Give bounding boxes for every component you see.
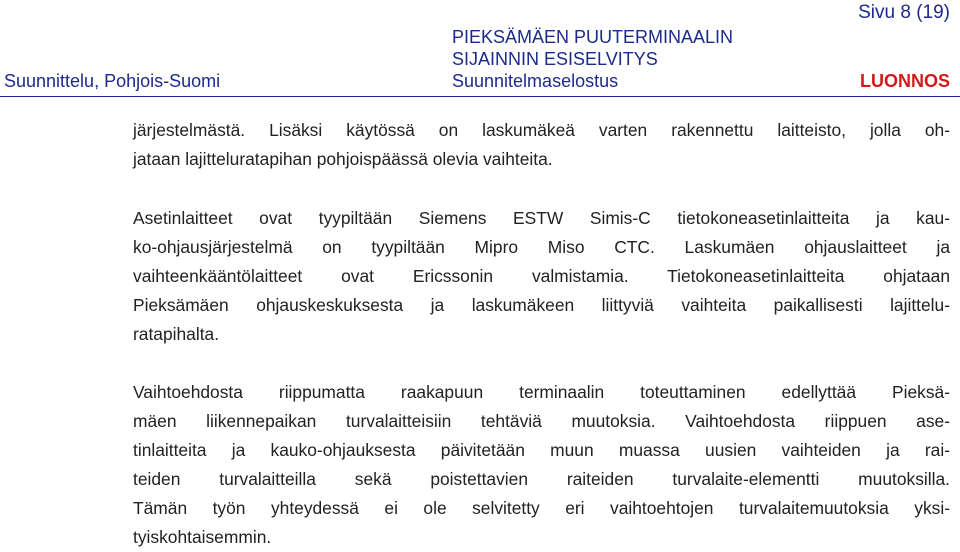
- paragraph-line: ko-ohjausjärjestelmä on tyypiltään Mipro Miso CTC. Laskumäen ohjauslaitteet ja: [133, 237, 950, 257]
- paragraph-2: [133, 204, 950, 349]
- paragraph-3: [133, 378, 950, 552]
- page-number: Sivu 8 (19): [858, 2, 950, 23]
- paragraph-line: Vaihtoehdosta riippumatta raakapuun terminaalin toteuttaminen edellyttää Pieksä-: [133, 382, 950, 402]
- draft-status-label: LUONNOS: [860, 71, 950, 91]
- paragraph-line: teiden turvalaitteilla sekä poistettavien raiteiden turvalaite-elementti muutoksilla.: [133, 469, 950, 489]
- paragraph-line: tinlaitteita ja kauko-ohjauksesta päivitetään muun muassa uusien vaihteiden ja rai-: [133, 440, 950, 460]
- paragraph-line: järjestelmästä. Lisäksi käytössä on laskumäkeä varten rakennettu laitteisto, jolla oh-: [133, 120, 950, 140]
- header-department: Suunnittelu, Pohjois-Suomi: [4, 71, 221, 91]
- header-title-line-1: PIEKSÄMÄEN PUUTERMINAALIN: [452, 27, 734, 47]
- paragraph-line: mäen liikennepaikan turvalaitteisiin tehtäviä muutoksia. Vaihtoehdosta riippuen ase-: [133, 411, 950, 431]
- header-title-line-3: Suunnitelmaselostus: [452, 71, 619, 91]
- header-title-line-2: SIJAINNIN ESISELVITYS: [452, 49, 658, 69]
- paragraph-line: jataan lajitteluratapihan pohjoispäässä olevia vaihteita.: [133, 149, 553, 169]
- paragraph-1: [133, 116, 950, 174]
- header-document-title: [452, 26, 733, 92]
- paragraph-line: ratapihalta.: [133, 324, 220, 344]
- paragraph-line: Asetinlaitteet ovat tyypiltään Siemens ESTW Simis-C tietokoneasetinlaitteita ja kau-: [133, 208, 950, 228]
- paragraph-line: Tämän työn yhteydessä ei ole selvitetty eri vaihtoehtojen turvalaitemuutoksia yksi-: [133, 498, 950, 518]
- header-divider: [0, 96, 960, 97]
- paragraph-line: Pieksämäen ohjauskeskuksesta ja laskumäkeen liittyviä vaihteita paikallisesti lajittelu-: [133, 295, 950, 315]
- paragraph-line: tyiskohtaisemmin.: [133, 527, 272, 547]
- paragraph-line: vaihteenkääntölaitteet ovat Ericssonin valmistamia. Tietokoneasetinlaitteita ohjataan: [133, 266, 950, 286]
